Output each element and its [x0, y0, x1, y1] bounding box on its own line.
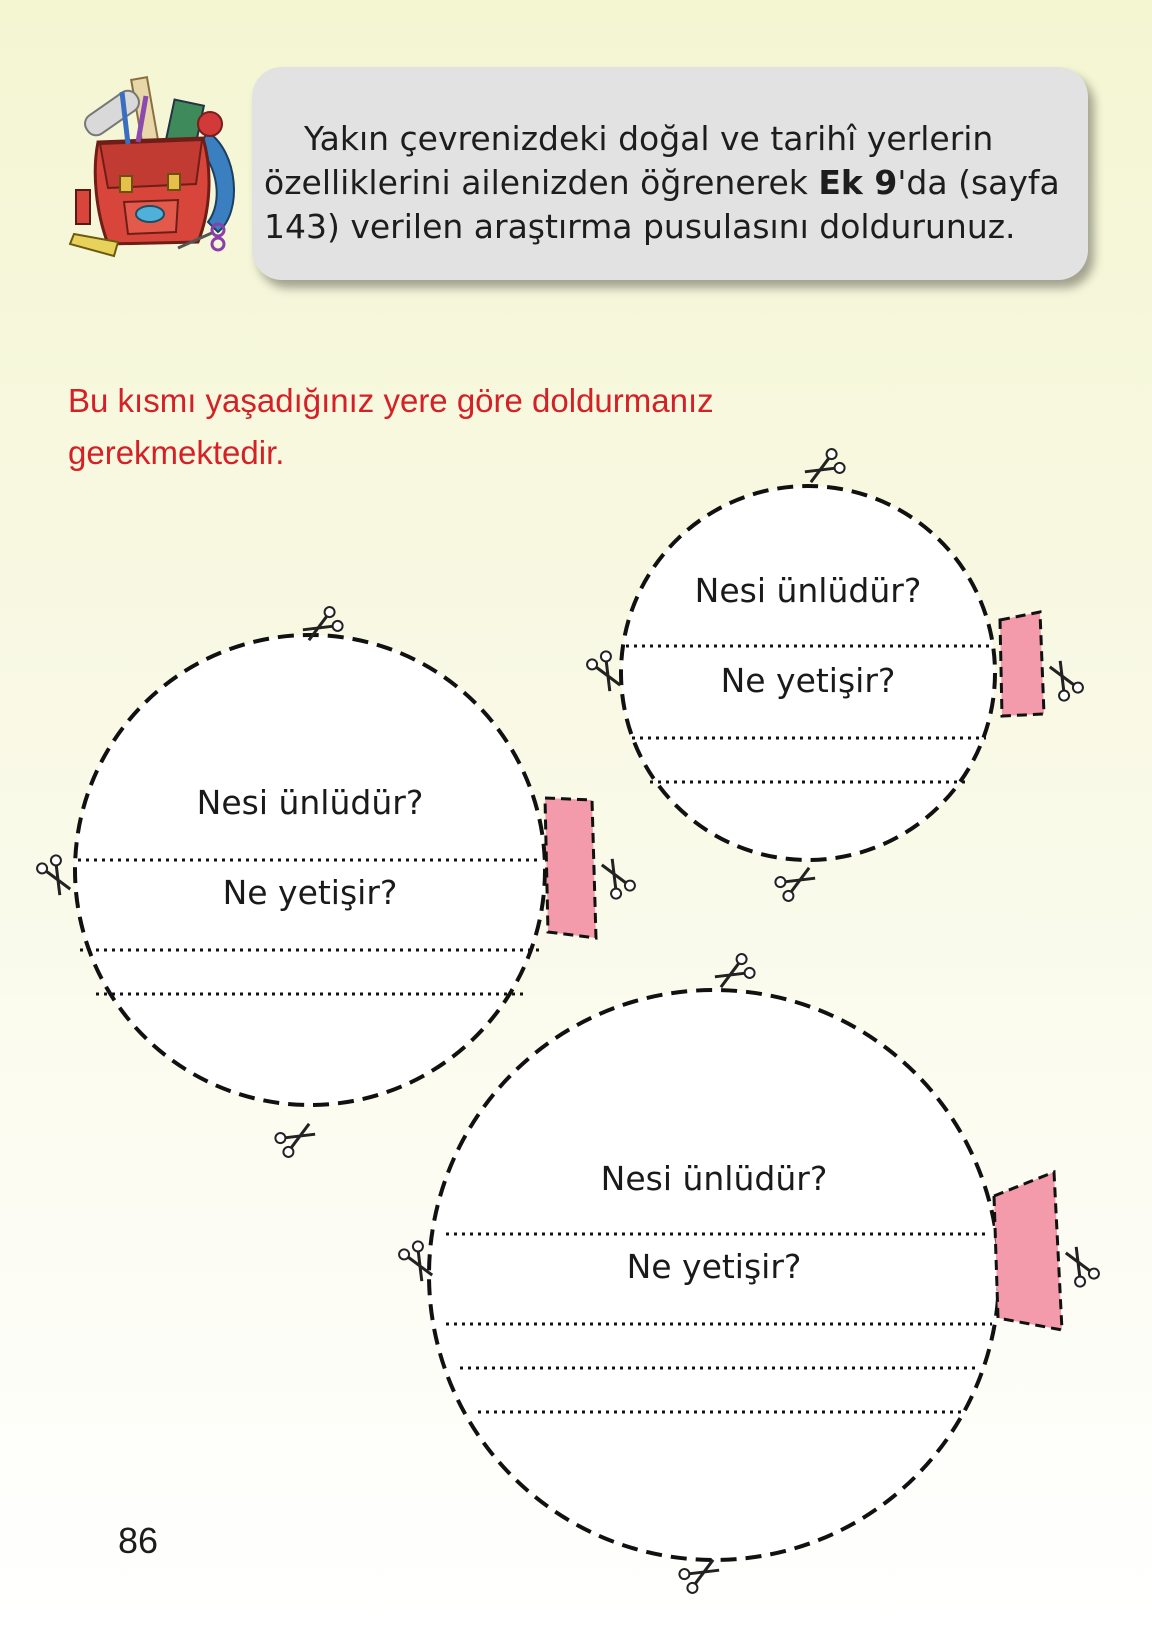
- instruction-line-3: 143) verilen araştırma pusulasını doldurunuz.: [264, 207, 1016, 246]
- fold-tab: [545, 798, 596, 938]
- instruction-line-2-start: özelliklerini ailenizden öğrenerek: [264, 163, 819, 202]
- scissors-icon: [596, 855, 637, 900]
- fold-tab: [994, 1172, 1062, 1330]
- card-2-question-2: Ne yetişir?: [720, 661, 896, 700]
- card-3-question-2: Ne yetişir?: [626, 1247, 802, 1286]
- card-1-question-1: Nesi ünlüdür?: [196, 783, 424, 822]
- card-2-question-1: Nesi ünlüdür?: [694, 571, 922, 610]
- scissors-icon: [35, 854, 76, 899]
- card-3-question-1: Nesi ünlüdür?: [600, 1159, 828, 1198]
- scissors-icon: [801, 447, 846, 488]
- scissors-icon: [274, 1118, 319, 1159]
- appendix-reference: Ek 9: [818, 163, 898, 202]
- card-1-question-2: Ne yetişir?: [222, 873, 398, 912]
- instruction-line-1: Yakın çevrenizdeki doğal ve tarihî yerlerin: [304, 119, 994, 158]
- scissors-icon: [1044, 657, 1085, 702]
- page-number: 86: [118, 1520, 159, 1561]
- note-line-2: gerekmektedir.: [68, 434, 285, 471]
- scissors-icon: [711, 952, 756, 993]
- instruction-line-2-end: 'da (sayfa: [897, 163, 1060, 202]
- note-line-1: Bu kısmı yaşadığınız yere göre doldurmanız: [68, 382, 714, 419]
- scissors-icon: [774, 862, 819, 903]
- scissors-icon: [1060, 1243, 1101, 1288]
- fold-tab: [1000, 612, 1044, 716]
